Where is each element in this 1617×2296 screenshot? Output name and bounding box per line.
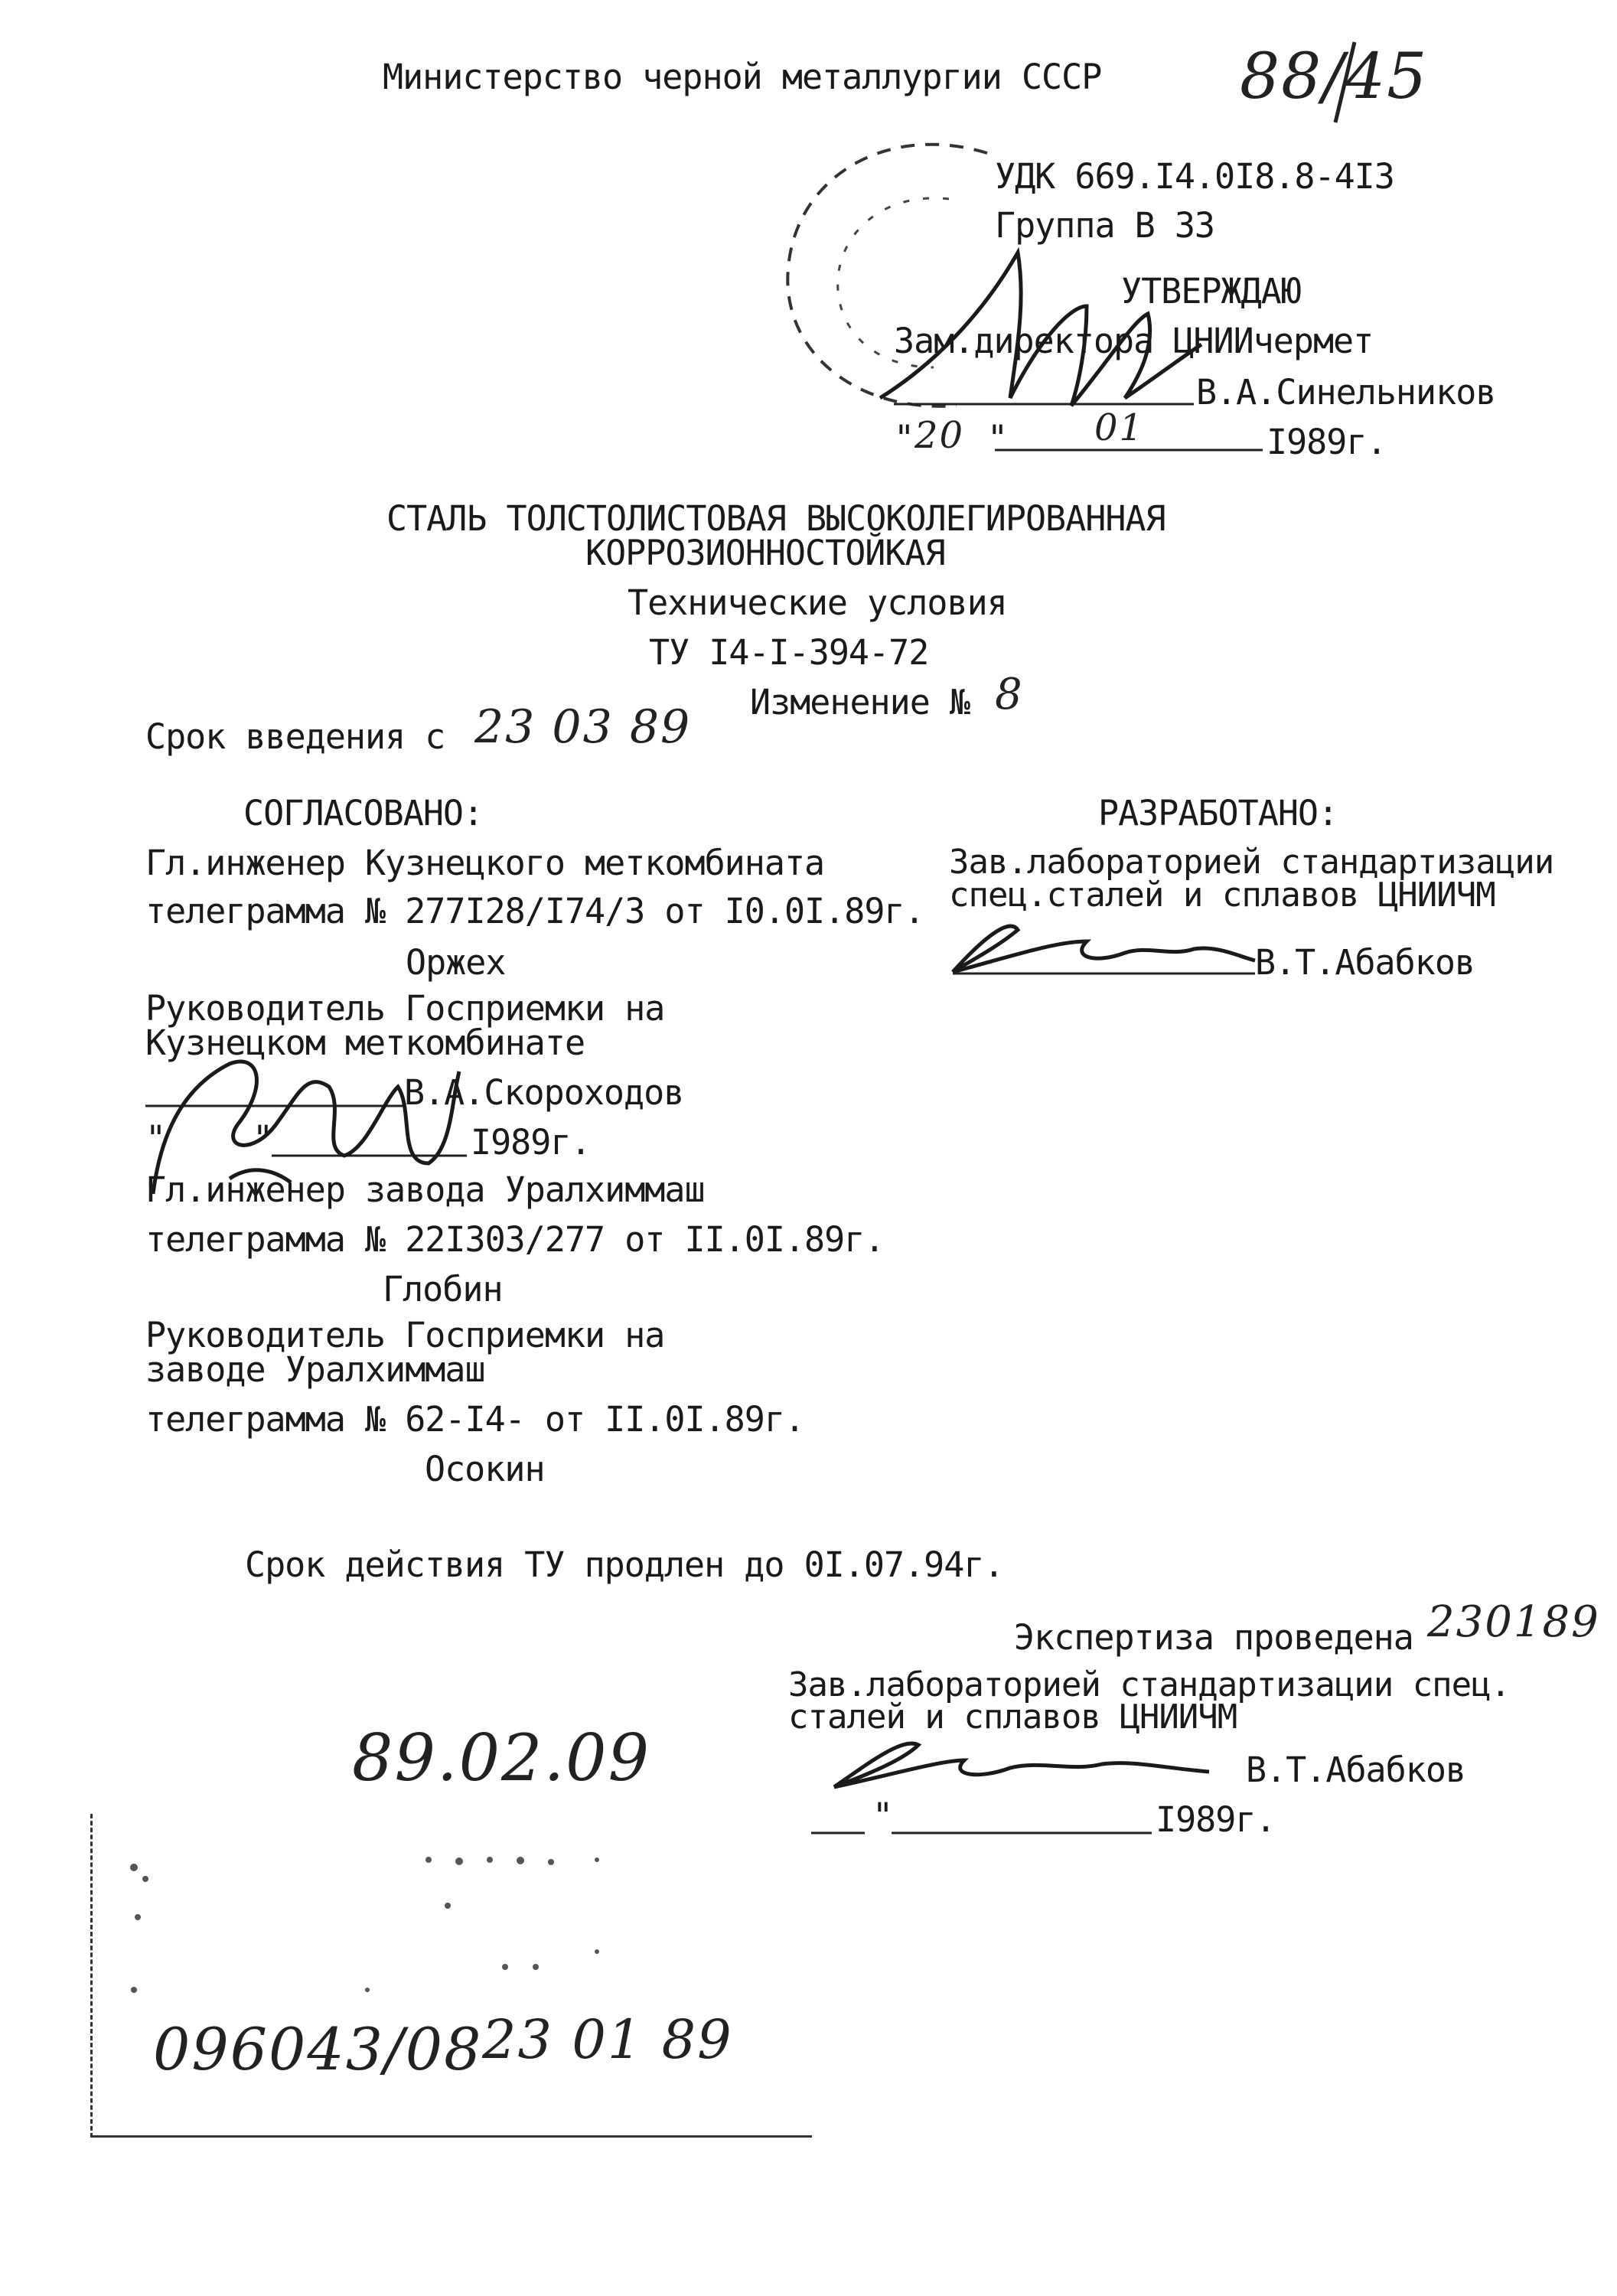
change-number: 8 <box>995 670 1024 719</box>
approval-date-quote-open: " <box>894 418 914 458</box>
agreed-block4-line2: заводе Уралхиммаш <box>145 1349 485 1390</box>
expertise-name: В.Т.Абабков <box>1246 1750 1466 1790</box>
registration-stamp-frame <box>90 1814 812 2138</box>
expertise-label: Экспертиза проведена <box>1014 1617 1413 1658</box>
expertise-line2: сталей и сплавов ЦНИИЧМ <box>788 1698 1237 1737</box>
agreed-block2-name: В.А.Скороходов <box>404 1072 684 1113</box>
agreed-block2-line2: Кузнецком меткомбинате <box>145 1022 585 1063</box>
validity-text: Срок действия ТУ продлен до 0I.07.94г. <box>245 1544 1004 1585</box>
registration-date: 23 01 89 <box>482 2008 733 2071</box>
developed-line2: спец.сталей и сплавов ЦНИИЧМ <box>949 876 1495 915</box>
approval-date-month: 01 <box>1094 406 1145 449</box>
change-label: Изменение № <box>750 682 970 722</box>
document-title-line1: СТАЛЬ ТОЛСТОЛИСТОВАЯ ВЫСОКОЛЕГИРОВАННАЯ <box>386 498 1165 539</box>
agreed-heading: СОГЛАСОВАНО: <box>243 793 484 833</box>
expertise-date: 230189 <box>1427 1597 1600 1647</box>
approval-title: УТВЕРЖДАЮ <box>1121 271 1301 311</box>
registration-number: 096043/08 <box>153 2015 483 2083</box>
approval-position: Зам.директора ЦНИИчермет <box>894 321 1374 361</box>
agreed-block1-line2: телеграмма № 277I28/I74/3 от I0.0I.89г. <box>145 891 924 931</box>
agreed-block4-line3: телеграмма № 62-I4- от II.0I.89г. <box>145 1399 805 1440</box>
agreed-block3-line2: телеграмма № 22I303/277 от II.0I.89г. <box>145 1219 885 1260</box>
effective-label: Срок введения с <box>145 716 445 757</box>
group-code: Группа В 33 <box>995 205 1215 246</box>
agreed-block1-line1: Гл.инженер Кузнецкого меткомбината <box>145 843 825 883</box>
expertise-year: I989г. <box>1156 1799 1276 1840</box>
document-subtitle: Технические условия <box>628 582 1007 623</box>
udk-code: УДК 669.I4.0I8.8-4I3 <box>995 156 1394 197</box>
expertise-line1: Зав.лабораторией стандартизации спец. <box>788 1665 1511 1704</box>
agreed-block1-name: Оржех <box>406 942 506 983</box>
agreed-block3-line1: Гл.инженер завода Уралхиммаш <box>145 1169 705 1210</box>
approval-name: В.А.Синельников <box>1196 372 1496 413</box>
ministry-header: Министерство черной металлургии СССР <box>383 57 1102 97</box>
agreed-block2-quote-close: " <box>253 1118 273 1159</box>
approval-seal-icon <box>787 145 987 406</box>
approval-date-day: 20 <box>914 414 965 457</box>
document-title-line2: КОРРОЗИОННОСТОЙКАЯ <box>585 533 945 573</box>
agreed-block4-line1: Руководитель Госприемки на <box>145 1315 665 1355</box>
corner-handwritten-mark: 88/45 <box>1240 41 1429 113</box>
developed-name: В.Т.Абабков <box>1255 942 1475 983</box>
developed-heading: РАЗРАБОТАНО: <box>1098 793 1338 833</box>
developed-line1: Зав.лабораторией стандартизации <box>949 843 1554 882</box>
developed-signature-icon <box>953 926 1255 972</box>
effective-date: 23 03 89 <box>474 700 692 754</box>
agreed-block3-name: Глобин <box>383 1269 503 1309</box>
registration-handwritten-date: 89.02.09 <box>352 1720 651 1795</box>
document-code: ТУ I4-I-394-72 <box>649 632 929 673</box>
expertise-signature-icon <box>834 1743 1209 1787</box>
approval-year: I989г. <box>1267 422 1387 462</box>
expertise-quote: " <box>872 1795 893 1836</box>
agreed-block2-quote-open: " <box>145 1118 166 1159</box>
agreed-block2-year: I989г. <box>471 1122 591 1163</box>
approval-date-quote-close: " <box>987 418 1008 458</box>
agreed-block2-line1: Руководитель Госприемки на <box>145 988 665 1029</box>
agreed-block4-name: Осокин <box>425 1449 545 1489</box>
